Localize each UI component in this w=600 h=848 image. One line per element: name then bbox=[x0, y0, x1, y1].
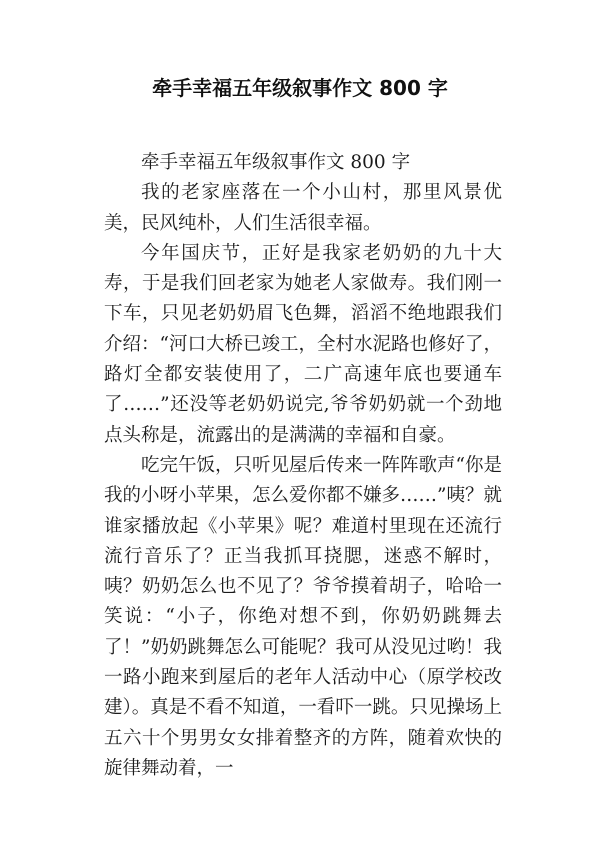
paragraph: 今年国庆节，正好是我家老奶奶的九十大寿，于是我们回老家为她老人家做寿。我们刚一下车，只见老奶奶眉飞色舞，滔滔不绝地跟我们介绍：“河口大桥已竣工，全村水泥路也修好了，路灯全都安装使用了，二广高速年底也要通车了……”还没等老奶奶说完,爷爷奶奶就一个劲地点头称是，流露出的是满满的幸福和自豪。 bbox=[104, 242, 502, 446]
paragraph: 我的老家座落在一个小山村，那里风景优美，民风纯朴，人们生活很幸福。 bbox=[104, 182, 502, 234]
paragraph: 吃完午饭，只听见屋后传来一阵阵歌声“你是我的小呀小苹果，怎么爱你都不嫌多……”咦？就谁家播放起《小苹果》呢？难道村里现在还流行流行音乐了？正当我抓耳挠腮，迷惑不解时，咦？奶奶怎么也不见了？爷爷摸着胡子，哈哈一笑说：“小子，你绝对想不到，你奶奶跳舞去了！”奶奶跳舞怎么可能呢？我可从没见过哟！我一路小跑来到屋后的老年人活动中心（原学校改建）。真是不看不知道，一看吓一跳。只见操场上五六十个男男女女排着整齐的方阵，随着欢快的旋律舞动着，一 bbox=[104, 454, 502, 779]
document-title: 牵手幸福五年级叙事作文 800 字 bbox=[152, 76, 448, 100]
document-body bbox=[104, 148, 502, 784]
paragraph: 牵手幸福五年级叙事作文 800 字 bbox=[141, 152, 411, 173]
